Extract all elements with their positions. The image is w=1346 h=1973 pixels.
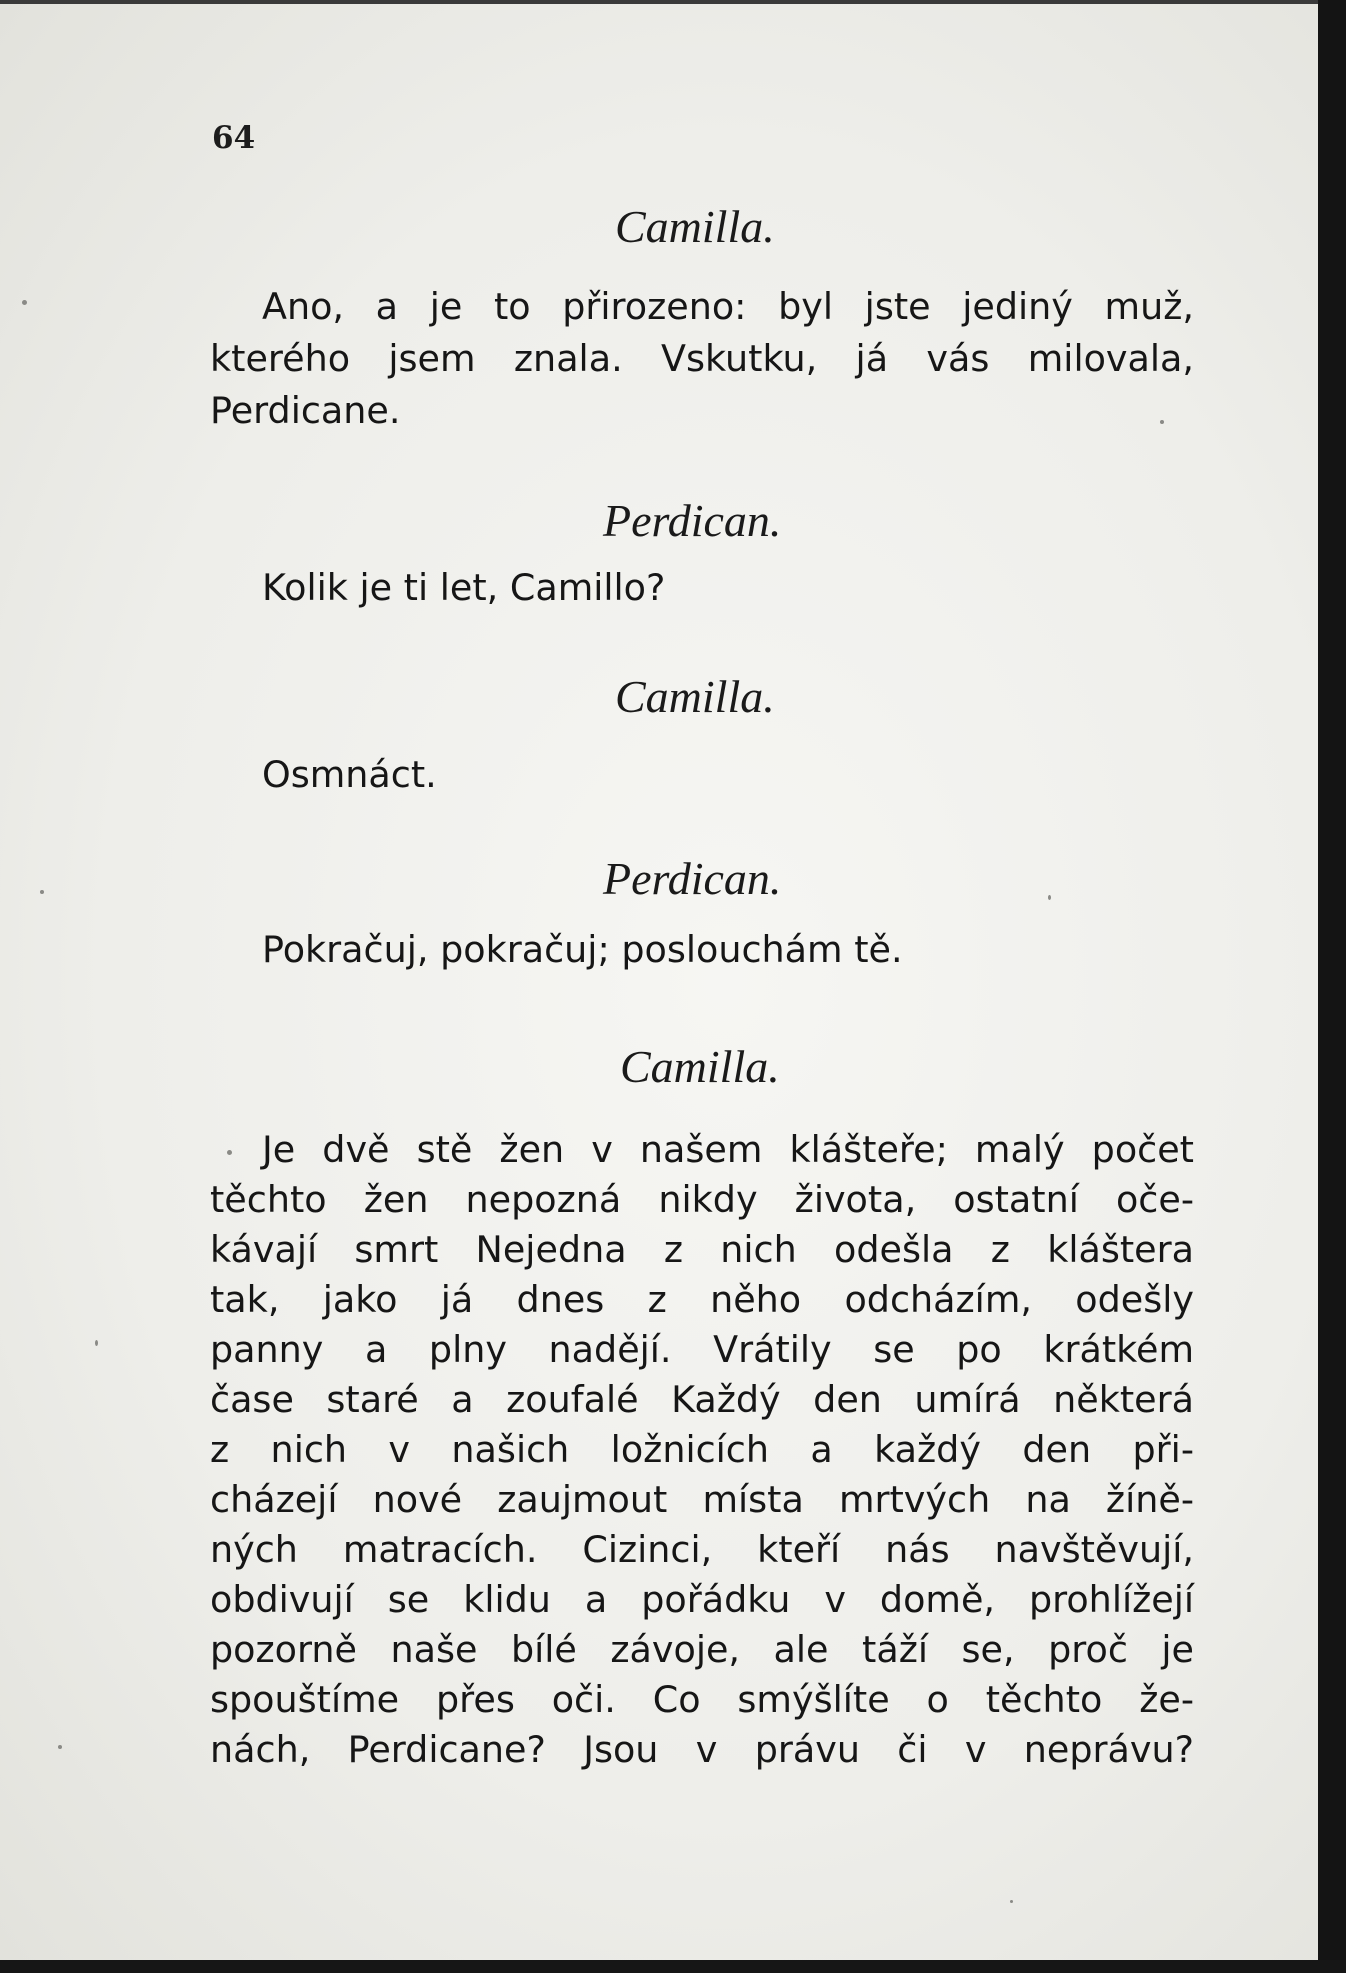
text-line: tak, jako já dnes z něho odcházím, odešly bbox=[210, 1278, 1194, 1321]
page-number: 64 bbox=[212, 120, 256, 156]
text-line: z nich v našich ložnicích a každý den při- bbox=[210, 1428, 1194, 1471]
scan-speck bbox=[40, 890, 44, 894]
speaker-heading: Camilla. bbox=[615, 671, 775, 722]
text-line: Ano, a je to přirozeno: byl jste jediný muž, bbox=[262, 285, 1194, 328]
text-line: Kolik je ti let, Camillo? bbox=[262, 566, 666, 609]
scan-speck bbox=[95, 1340, 98, 1346]
text-line: spouštíme přes oči. Co smýšlíte o těchto že- bbox=[210, 1678, 1194, 1721]
text-line: čase staré a zoufalé Každý den umírá některá bbox=[210, 1378, 1194, 1421]
text-line: Perdicane. bbox=[210, 389, 401, 432]
speaker-heading: Camilla. bbox=[620, 1041, 780, 1092]
text-line: Osmnáct. bbox=[262, 753, 437, 796]
scan-speck bbox=[1010, 1900, 1013, 1903]
text-line: obdivují se klidu a pořádku v domě, prohlížejí bbox=[210, 1578, 1194, 1621]
scan-top-edge bbox=[0, 0, 1318, 4]
scan-speck bbox=[58, 1745, 62, 1749]
text-line: panny a plny nadějí. Vrátily se po krátkém bbox=[210, 1328, 1194, 1371]
text-line: nách, Perdicane? Jsou v právu či v neprávu? bbox=[210, 1728, 1194, 1771]
text-line: cházejí nové zaujmout místa mrtvých na žíně- bbox=[210, 1478, 1194, 1521]
scan-speck bbox=[1048, 895, 1051, 900]
scan-speck bbox=[22, 300, 27, 305]
scan-right-border bbox=[1318, 0, 1346, 1973]
speaker-heading: Perdican. bbox=[603, 853, 782, 904]
text-line: kávají smrt Nejedna z nich odešla z kláštera bbox=[210, 1228, 1194, 1271]
text-line: Je dvě stě žen v našem klášteře; malý počet bbox=[262, 1128, 1194, 1171]
speaker-heading: Perdican. bbox=[603, 495, 782, 546]
text-line: Pokračuj, pokračuj; poslouchám tě. bbox=[262, 928, 903, 971]
text-line: pozorně naše bílé závoje, ale táží se, proč je bbox=[210, 1628, 1194, 1671]
text-line: ných matracích. Cizinci, kteří nás navštěvují, bbox=[210, 1528, 1194, 1571]
text-line: těchto žen nepozná nikdy života, ostatní oče- bbox=[210, 1178, 1194, 1221]
scan-speck bbox=[227, 1150, 232, 1155]
speaker-heading: Camilla. bbox=[615, 201, 775, 252]
scan-bottom-border bbox=[0, 1960, 1346, 1973]
text-line: kterého jsem znala. Vskutku, já vás milovala, bbox=[210, 337, 1194, 380]
